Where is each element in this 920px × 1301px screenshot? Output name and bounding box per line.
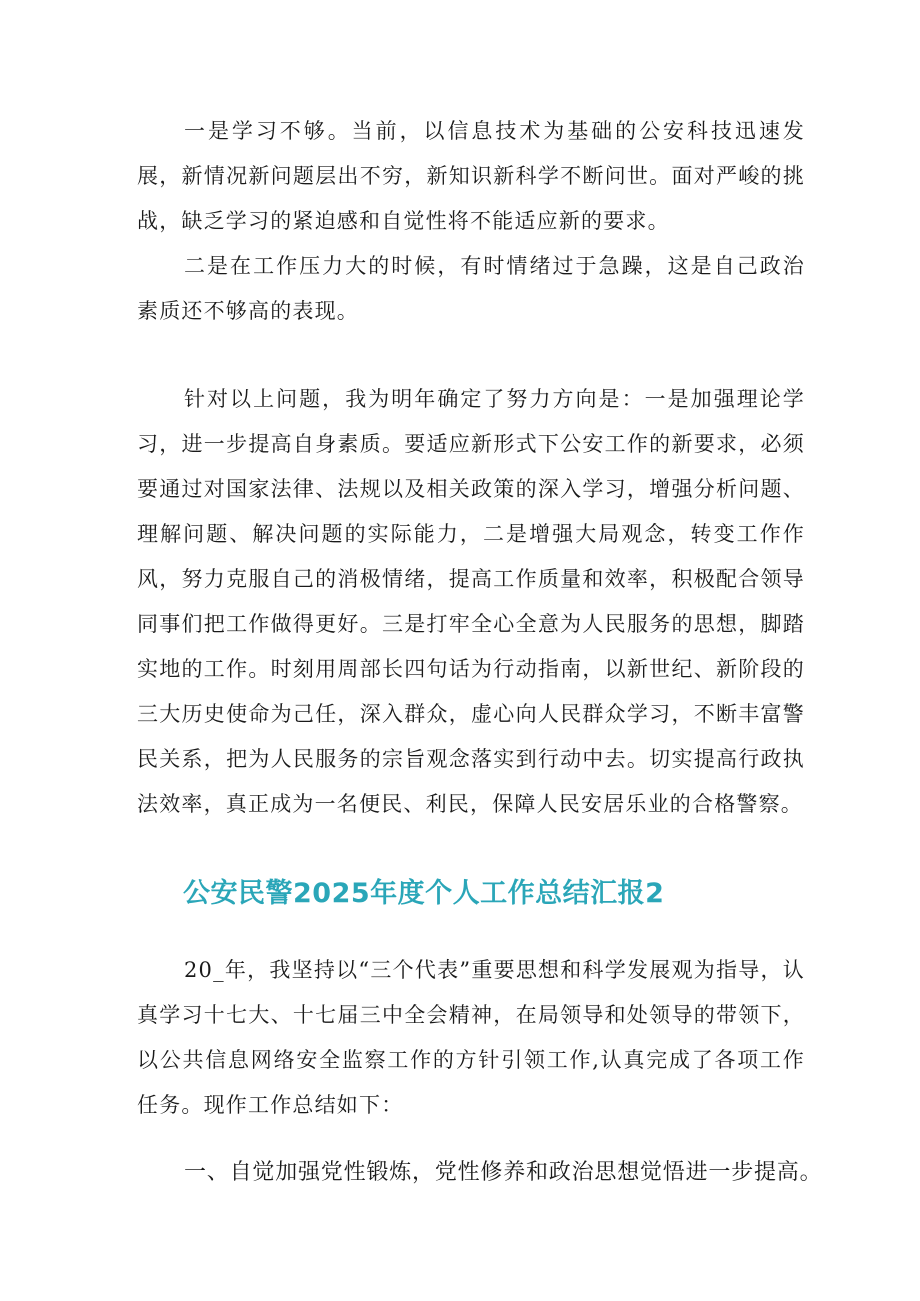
paragraph-improvement-plan: 针对以上问题，我为明年确定了努力方向是：一是加强理论学习，进一步提高自身素质。要适应新形式下公安工作的新要求，必须要通过对国家法律、法规以及相关政策的深入学习，增强分析问题、理解问题、解决问题的实际能力，二是增强大局观念，转变工作作风，努力克服自己的消极情绪，提高工作质量和效率，积极配合领导同事们把工作做得更好。三是打牢全心全意为人民服务的思想，脚踏实地的工作。时刻用周部长四句话为行动指南，以新世纪、新阶段的三大历史使命为己任，深入群众，虚心向人民群众学习，不断丰富警民关系，把为人民服务的宗旨观念落实到行动中去。切实提高行政执法效率，真正成为一名便民、利民，保障人民安居乐业的合格警察。	[137, 387, 805, 816]
paragraph-study-shortcoming: 一是学习不够。当前，以信息技术为基础的公安科技迅速发展，新情况新问题层出不穷，新知识新科学不断问世。面对严峻的挑战，缺乏学习的紧迫感和自觉性将不能适应新的要求。	[137, 119, 805, 233]
subsection-heading: 一、自觉加强党性锻炼，党性修养和政治思想觉悟进一步提高。	[184, 1160, 823, 1185]
paragraph-summary-intro: 20_年，我坚持以“三个代表”重要思想和科学发展观为指导，认真学习十七大、十七届三中全会精神，在局领导和处领导的带领下，以公共信息网络安全监察工作的方针引领工作,认真完成了各项工作任务。现作工作总结如下：	[137, 958, 805, 1117]
section-title: 公安民警2025年度个人工作总结汇报2	[183, 878, 665, 909]
paragraph-temper-shortcoming: 二是在工作压力大的时候，有时情绪过于急躁，这是自己政治素质还不够高的表现。	[137, 254, 805, 323]
